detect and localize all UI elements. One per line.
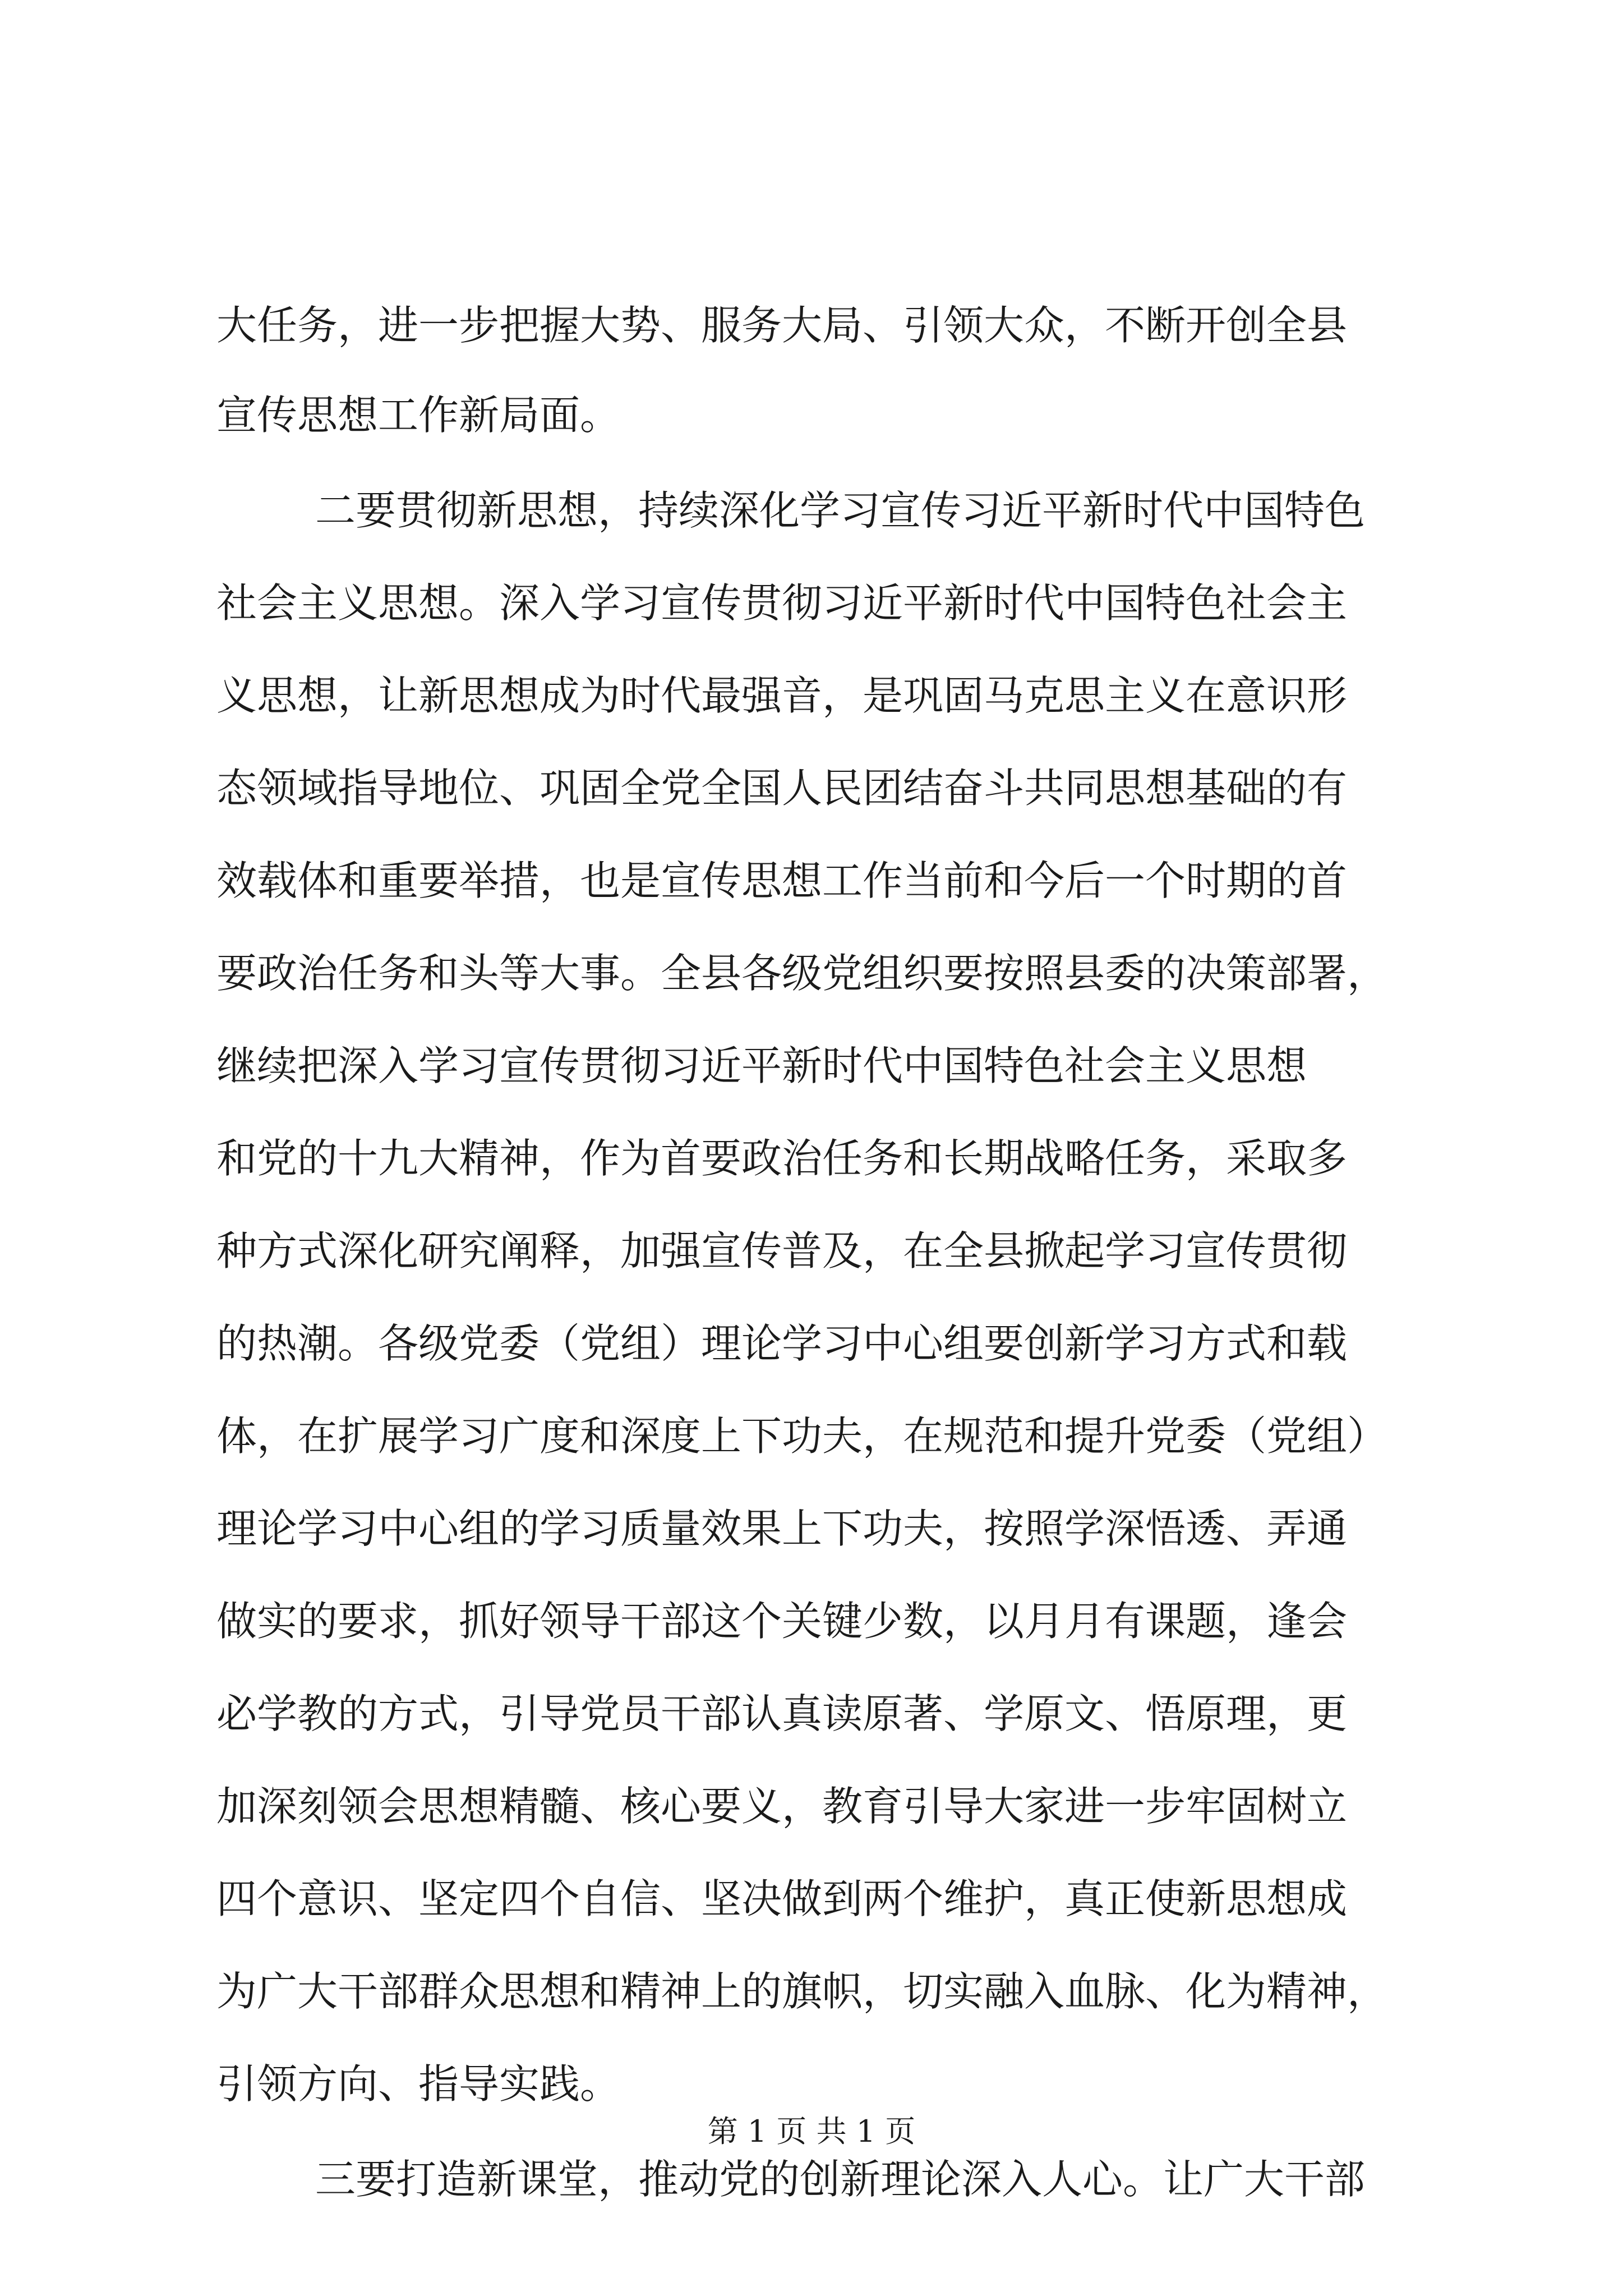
- page-footer: 第 1 页 共 1 页: [707, 2114, 916, 2149]
- paragraph-start-line: 二要贯彻新思想，持续深化学习宣传习近平新时代中国特色: [315, 487, 1366, 534]
- text-line: 要政治任务和头等大事。全县各级党组织要按照县委的决策部署，: [216, 950, 1388, 997]
- text-line: 引领方向、指导实践。: [216, 2060, 621, 2108]
- text-line: 四个意识、坚定四个自信、坚决做到两个维护，真正使新思想成: [216, 1875, 1348, 1922]
- text-line: 加深刻领会思想精髓、核心要义，教育引导大家进一步牢固树立: [216, 1783, 1348, 1830]
- text-line: 为广大干部群众思想和精神上的旗帜，切实融入血脉、化为精神，: [216, 1968, 1388, 2015]
- text-line: 社会主义思想。深入学习宣传贯彻习近平新时代中国特色社会主: [216, 579, 1348, 627]
- text-line: 大任务，进一步把握大势、服务大局、引领大众，不断开创全县: [216, 302, 1348, 349]
- text-line: 体，在扩展学习广度和深度上下功夫，在规范和提升党委（党组）: [216, 1412, 1388, 1460]
- paragraph-start-line: 三要打造新课堂，推动党的创新理论深入人心。让广大干部: [315, 2156, 1366, 2203]
- text-line: 种方式深化研究阐释，加强宣传普及，在全县掀起学习宣传贯彻: [216, 1227, 1348, 1274]
- text-line: 必学教的方式，引导党员干部认真读原著、学原文、悟原理，更: [216, 1690, 1348, 1737]
- text-line: 效载体和重要举措，也是宣传思想工作当前和今后一个时期的首: [216, 857, 1348, 904]
- text-line: 做实的要求，抓好领导干部这个关键少数，以月月有课题，逢会: [216, 1598, 1348, 1645]
- text-line: 宣传思想工作新局面。: [216, 392, 621, 439]
- text-line: 义思想，让新思想成为时代最强音，是巩固马克思主义在意识形: [216, 672, 1348, 719]
- text-line: 的热潮。各级党委（党组）理论学习中心组要创新学习方式和载: [216, 1320, 1348, 1367]
- text-line: 理论学习中心组的学习质量效果上下功夫，按照学深悟透、弄通: [216, 1505, 1348, 1552]
- text-line: 态领域指导地位、巩固全党全国人民团结奋斗共同思想基础的有: [216, 765, 1348, 812]
- text-line: 继续把深入学习宣传贯彻习近平新时代中国特色社会主义思想: [216, 1042, 1307, 1089]
- text-line: 和党的十九大精神，作为首要政治任务和长期战略任务，采取多: [216, 1135, 1348, 1182]
